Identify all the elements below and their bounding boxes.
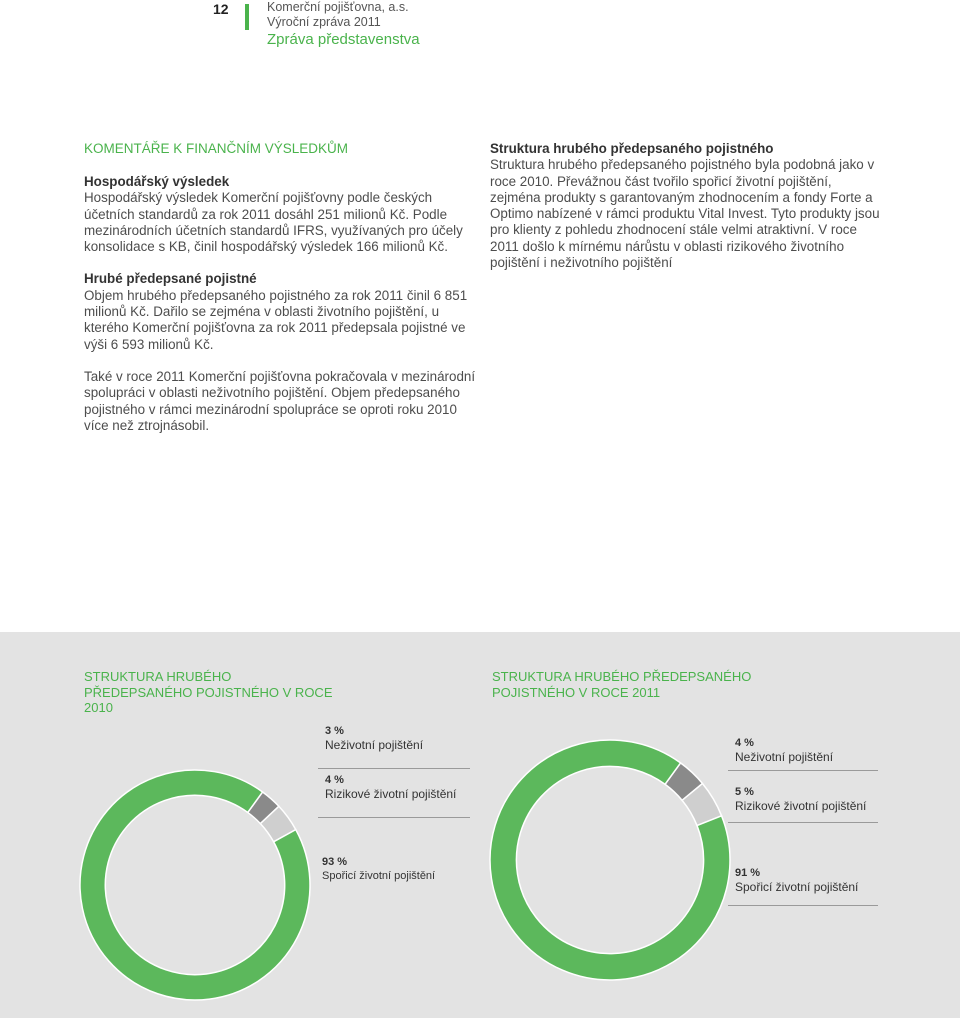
- company-name: Komerční pojišťovna, a.s.: [267, 0, 409, 14]
- legend-pct: 93 %: [322, 856, 348, 868]
- result-paragraph: Hospodářský výsledek Komerční pojišťovny podle českých účetních standardů za rok 2011 dosáhl 251 milionů Kč. Podle mezinárodních účetních standardů IFRS, využívaných pro účely konsolidace s KB, činil hospodářský výsledek 166 milionů Kč.: [84, 190, 463, 255]
- donut-chart-2010: [80, 770, 310, 1000]
- legend-pct: 4 %: [735, 737, 754, 749]
- premium-block: [84, 271, 479, 352]
- chart-2010-title: STRUKTURA HRUBÉHO PŘEDEPSANÉHO POJISTNÉHO V ROCE 2010: [84, 669, 333, 715]
- legend-pct: 91 %: [735, 867, 761, 879]
- legend-label: Spořicí životní pojištění: [322, 870, 436, 882]
- premium-heading: Hrubé předepsané pojistné: [84, 271, 257, 287]
- legend-item-risk-2010: [325, 773, 456, 801]
- legend-divider: [318, 817, 470, 818]
- legend-item-risk-2011: [735, 785, 866, 813]
- legend-item-savings-2011: [735, 866, 858, 894]
- legend-pct: 4 %: [325, 774, 344, 786]
- section-name: Zpráva představenstva: [267, 31, 420, 48]
- running-header: [267, 0, 420, 50]
- legend-item-savings-2010: [322, 855, 435, 883]
- structure-heading: Struktura hrubého předepsaného pojistného: [490, 141, 774, 156]
- legend-divider: [728, 770, 878, 771]
- chart-2011-title: STRUKTURA HRUBÉHO PŘEDEPSANÉHO POJISTNÉHO V ROCE 2011: [492, 669, 752, 700]
- right-column: [490, 141, 880, 271]
- header-accent-bar: [245, 4, 249, 30]
- legend-divider: [318, 768, 470, 769]
- legend-label: Rizikové životní pojištění: [735, 799, 867, 813]
- premium-paragraph: Objem hrubého předepsaného pojistného za rok 2011 činil 6 851 milionů Kč. Dařilo se zejména v oblasti životního pojištění, u kterého Komerční pojišťovna za rok 2011 předepsala pojistné ve výši 6 593 milionů Kč.: [84, 287, 468, 352]
- report-name: Výroční zpráva 2011: [267, 15, 381, 29]
- legend-pct: 5 %: [735, 786, 754, 798]
- result-block: [84, 174, 479, 255]
- legend-divider: [728, 905, 878, 906]
- legend-label: Spořicí životní pojištění: [735, 880, 859, 894]
- legend-item-non-life-2011: [735, 736, 833, 764]
- international-block: [84, 369, 479, 434]
- left-column: [84, 174, 479, 450]
- legend-divider: [728, 822, 878, 823]
- legend-item-non-life-2010: [325, 724, 423, 752]
- page-number: 12: [213, 1, 229, 17]
- legend-label: Neživotní pojištění: [325, 738, 424, 752]
- legend-label: Neživotní pojištění: [735, 750, 834, 764]
- section-title: KOMENTÁŘE K FINANČNÍM VÝSLEDKŮM: [84, 141, 349, 156]
- structure-paragraph: Struktura hrubého předepsaného pojistného byla podobná jako v roce 2010. Převážnou část tvořilo spořicí životní pojištění, zejména produkty s garantovaným zhodnocením a fondy Forte a Optimo nabízené v rámci produktu Vital Invest. Tyto produkty jsou pro klienty z pohledu zhodnocení stále velmi atraktivní. V roce 2011 došlo k mírnému nárůstu v oblasti rizikového životního pojištění i neživotního pojištění: [490, 157, 880, 271]
- donut-chart-2011: [490, 740, 730, 980]
- international-paragraph: Také v roce 2011 Komerční pojišťovna pokračovala v mezinárodní spolupráci v oblasti neživotního pojištění. Objem předepsaného pojistného v rámci mezinárodní spolupráce se oproti roku 2010 více než ztrojnásobil.: [84, 368, 476, 433]
- legend-pct: 3 %: [325, 725, 344, 737]
- legend-label: Rizikové životní pojištění: [325, 787, 457, 801]
- result-heading: Hospodářský výsledek: [84, 174, 230, 189]
